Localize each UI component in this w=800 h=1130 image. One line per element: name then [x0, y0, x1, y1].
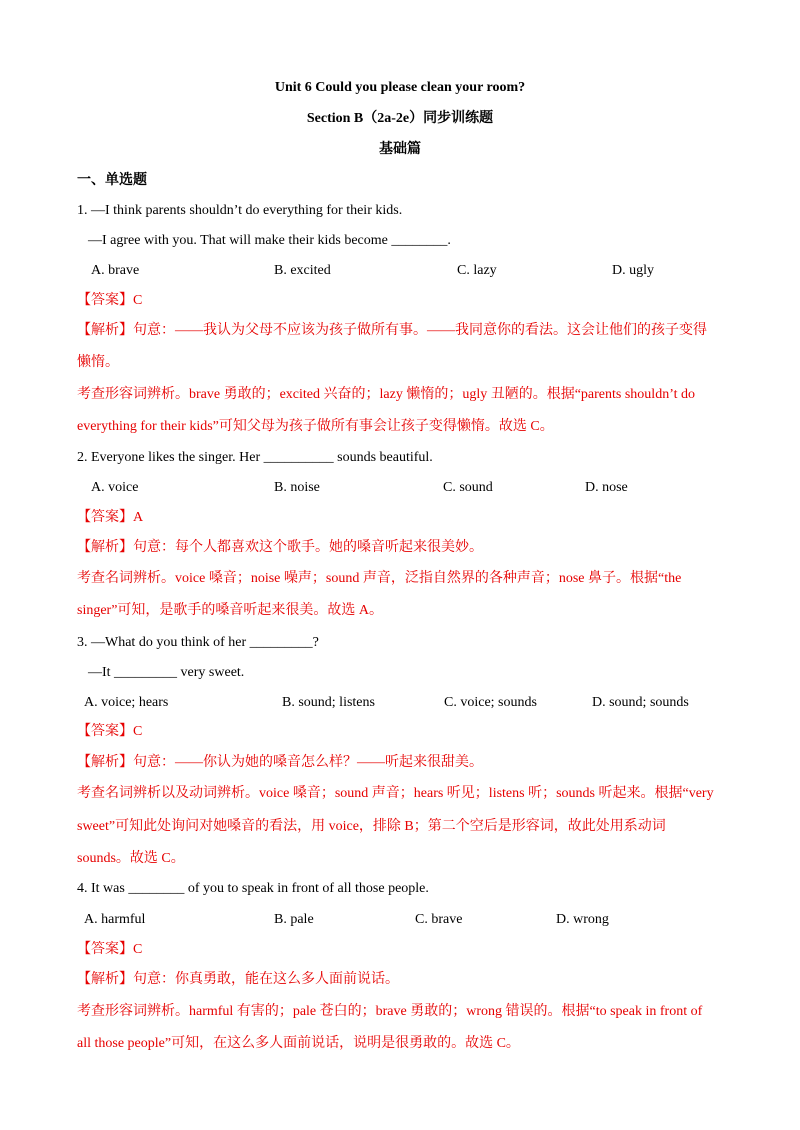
answer-label: 【答案】A — [77, 510, 144, 525]
option-b: B. noise — [274, 480, 320, 495]
question-stem: —I agree with you. That will make their kids become ________. — [88, 233, 451, 248]
analysis-text: 考查形容词辨析。brave 勇敢的；excited 兴奋的；lazy 懒惰的；ugly 丑陋的。根据“parents shouldn’t do — [77, 387, 695, 402]
answer-label: 【答案】C — [77, 293, 143, 308]
option-a: A. voice; hears — [84, 695, 169, 710]
option-b: B. sound; listens — [282, 695, 375, 710]
document-title: Unit 6 Could you please clean your room? — [274, 80, 526, 95]
analysis-text: sweet”可知此处询问对她嗓音的看法，用 voice，排除 B；第二个空后是形容词，故此处用系动词 — [77, 819, 666, 834]
analysis-text: 考查形容词辨析。harmful 有害的；pale 苍白的；brave 勇敢的；wrong 错误的。根据“to speak in front of — [77, 1004, 703, 1019]
option-c: C. sound — [443, 480, 493, 495]
analysis-text: 【解析】句意：每个人都喜欢这个歌手。她的嗓音听起来很美妙。 — [77, 540, 483, 555]
answer-label: 【答案】C — [77, 942, 143, 957]
option-a: A. voice — [91, 480, 139, 495]
analysis-text: sounds。故选 C。 — [77, 851, 185, 866]
question-stem: 3. —What do you think of her _________? — [77, 635, 319, 650]
analysis-text: 考查名词辨析。voice 嗓音；noise 噪声；sound 声音，泛指自然界的各种声音；nose 鼻子。根据“the — [77, 571, 682, 586]
analysis-text: 懒惰。 — [77, 355, 119, 370]
option-a: A. brave — [91, 263, 140, 278]
analysis-text: 【解析】句意：——我认为父母不应该为孩子做所有事。——我同意你的看法。这会让他们的孩子变得 — [77, 323, 707, 338]
analysis-text: all those people”可知，在这么多人面前说话，说明是很勇敢的。故选 C。 — [77, 1036, 520, 1051]
analysis-text: 【解析】句意：你真勇敢，能在这么多人面前说话。 — [77, 972, 399, 987]
option-b: B. excited — [274, 263, 331, 278]
document-level: 基础篇 — [379, 142, 421, 157]
option-d: D. nose — [585, 480, 628, 495]
question-stem: 4. It was ________ of you to speak in front of all those people. — [77, 881, 429, 896]
option-b: B. pale — [274, 912, 314, 927]
analysis-text: everything for their kids”可知父母为孩子做所有事会让孩子变得懒惰。故选 C。 — [77, 419, 554, 434]
option-a: A. harmful — [84, 912, 146, 927]
analysis-text: 【解析】句意：——你认为她的嗓音怎么样？——听起来很甜美。 — [77, 755, 483, 770]
analysis-text: 考查名词辨析以及动词辨析。voice 嗓音；sound 声音；hears 听见；listens 听；sounds 听起来。根据“very — [77, 786, 714, 801]
section-heading: 一、单选题 — [77, 173, 147, 188]
answer-label: 【答案】C — [77, 724, 143, 739]
question-stem: —It _________ very sweet. — [88, 665, 245, 680]
option-d: D. ugly — [612, 263, 654, 278]
question-stem: 2. Everyone likes the singer. Her __________ sounds beautiful. — [77, 450, 433, 465]
document-subtitle: Section B（2a-2e）同步训练题 — [306, 111, 494, 126]
option-c: C. lazy — [457, 263, 497, 278]
analysis-text: singer”可知，是歌手的嗓音听起来很美。故选 A。 — [77, 603, 384, 618]
option-d: D. sound; sounds — [592, 695, 689, 710]
question-stem: 1. —I think parents shouldn’t do everything for their kids. — [77, 203, 403, 218]
option-d: D. wrong — [556, 912, 609, 927]
option-c: C. brave — [415, 912, 463, 927]
option-c: C. voice; sounds — [444, 695, 537, 710]
